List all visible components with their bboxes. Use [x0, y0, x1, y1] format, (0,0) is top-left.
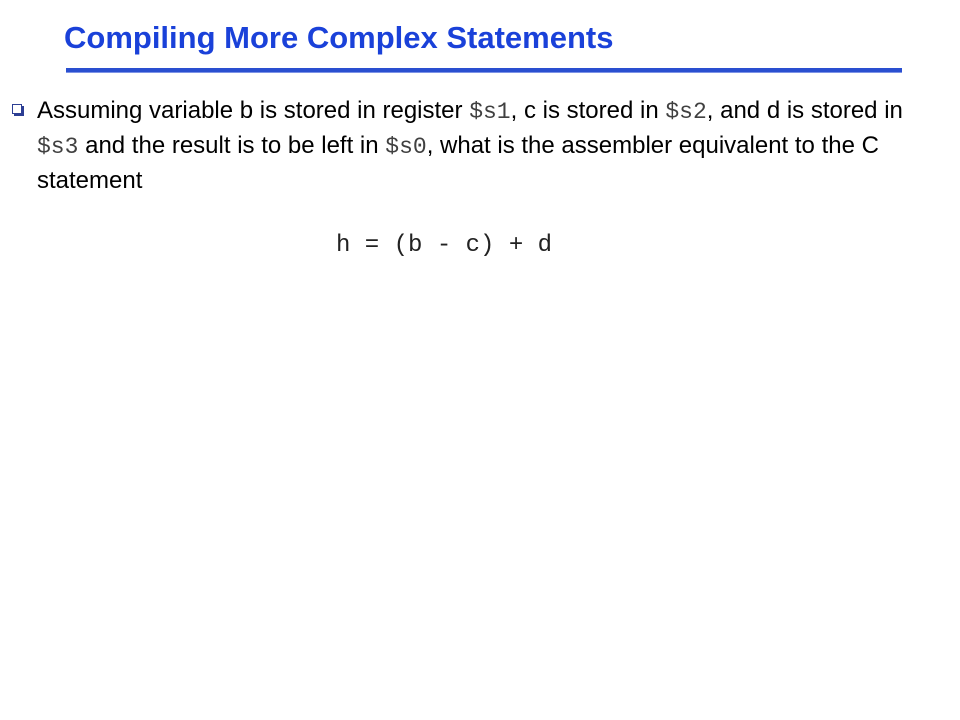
bullet-text-part: , c is stored in: [510, 97, 666, 124]
bullet-item: [12, 94, 942, 198]
register-s1: $s1: [469, 99, 511, 125]
title-underline: [66, 68, 902, 72]
bullet-text-part: , what is the assembler equivalent to the C statement: [37, 132, 879, 194]
register-s3: $s3: [37, 134, 79, 160]
register-s2: $s2: [665, 99, 707, 125]
square-bullet-icon: [12, 104, 22, 114]
bullet-text: [37, 94, 942, 198]
bullet-text-part: , and d is stored in: [706, 97, 903, 124]
bullet-text-part: Assuming variable b is stored in register: [37, 97, 470, 124]
c-statement-code: h = (b - c) + d: [336, 232, 553, 259]
register-s0: $s0: [385, 134, 427, 160]
bullet-text-part: and the result is to be left in: [78, 132, 386, 159]
slide-title: Compiling More Complex Statements: [64, 20, 614, 55]
